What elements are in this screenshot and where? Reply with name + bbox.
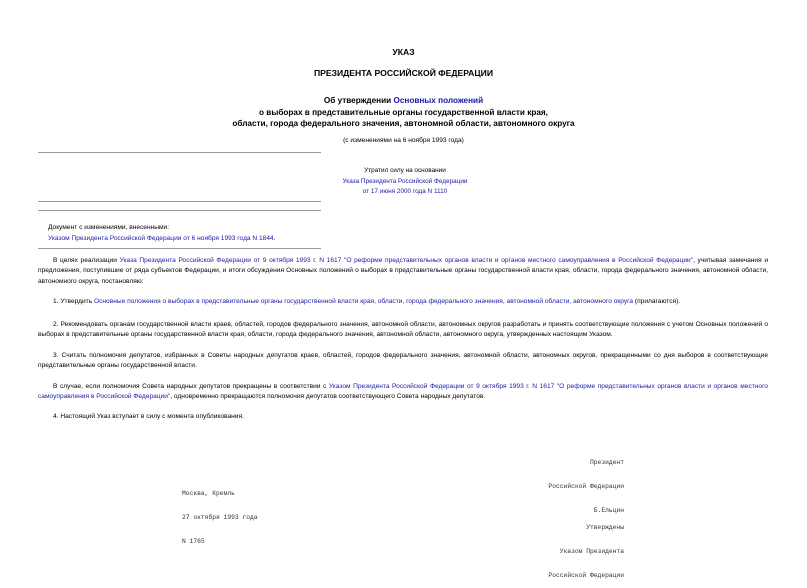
- divider-line: [38, 152, 321, 153]
- paragraph-preamble: [38, 256, 768, 287]
- item-3-text: 3. Считать полномочия депутатов, избранных в Советы народных депутатов краев, областей, городов федерального значения, автономной области, автономных округов, прекращенными со дня выборов в соответствующие представительные органы государственной власти.: [38, 352, 768, 370]
- signature-line-3: Б.Ельцин: [593, 507, 624, 514]
- signature-line-2: Российской Федерации: [548, 483, 624, 490]
- note-link-decree-1617[interactable]: Указом Президента Российской Федерации от 9 октября 1993 г. N 1617 "О реформе представительных органов власти и органов местного самоуправления в Российской Федерации": [38, 383, 768, 401]
- divider-line: [38, 201, 321, 202]
- date-line: 27 октября 1993 года: [182, 514, 258, 521]
- item-1-post: (прилагаются).: [633, 298, 681, 305]
- changes-line-2: [48, 233, 448, 244]
- approved-block: [548, 508, 624, 588]
- item-1-pre: 1. Утвердить: [53, 298, 94, 305]
- number-line: N 1765: [182, 538, 205, 545]
- heading-prefix: Об утверждении: [323, 96, 394, 105]
- place-line: Москва, Кремль: [182, 490, 235, 497]
- preamble-post: , учитывая замечания и предложения, поступившие от ряда субъектов Федерации, и итоги обсуждения Основных положений о выборах в представительные органы государственной власти края, области, города федерального значения, автономной области, автономного округа, постановляю:: [38, 257, 769, 285]
- paragraph-item-4: [38, 412, 768, 422]
- place-date-block: [182, 474, 258, 554]
- approved-line-1: Утверждены: [586, 524, 624, 531]
- preamble-pre: В целях реализации: [53, 257, 120, 264]
- divider-line: [38, 248, 321, 249]
- document-subtitle: ПРЕЗИДЕНТА РОССИЙСКОЙ ФЕДЕРАЦИИ: [313, 68, 494, 78]
- changes-suffix: .: [273, 235, 276, 242]
- note-post: , одновременно прекращаются полномочия депутатов соответствующего Совета народных депутатов.: [170, 393, 486, 401]
- status-line-1: Утратил силу на основании: [364, 167, 446, 174]
- signature-line-1: Президент: [589, 459, 624, 466]
- amendments-note: (с изменениями на 6 ноября 1993 года): [343, 137, 464, 144]
- paragraph-item-2: [38, 320, 768, 341]
- heading-line-2: о выборах в представительные органы государственной власти края,: [259, 107, 548, 117]
- status-link-decree[interactable]: Указа Президента Российской Федерации: [342, 177, 468, 185]
- paragraph-item-3: [38, 351, 768, 372]
- item-2-text: 2. Рекомендовать органам государственной власти краев, областей, городов федерального значения, автономной области, автономных округов разработать и принять соответствующие положения с учетом Основных положений о выборах в представительные органы государственной власти края, области, города федерального значения, автономной области, автономного округа, утвержденных настоящим Указом.: [38, 321, 768, 339]
- changes-block: [48, 222, 448, 244]
- status-link-date[interactable]: от 17 июня 2000 года N 1110: [362, 188, 448, 195]
- heading-link-basic-provisions[interactable]: Основных положений: [393, 96, 484, 105]
- paragraph-item-3-note: [38, 382, 768, 403]
- item-1-link-provisions[interactable]: Основные положения о выборах в представительные органы государственной власти края, области, города федерального значения, автономной области, автономного округа: [93, 298, 634, 305]
- paragraph-item-1: [38, 297, 768, 307]
- approved-line-3: Российской Федерации: [548, 572, 624, 579]
- heading-line-1: [0, 95, 807, 107]
- status-block: [300, 166, 510, 198]
- preamble-link-decree-1617[interactable]: Указа Президента Российской Федерации от 9 октября 1993 г. N 1617 "О реформе представительных органов власти и органов местного самоуправления в Российской Федерации": [119, 257, 694, 264]
- approved-line-2: Указом Президента: [559, 548, 624, 555]
- document-title: УКАЗ: [392, 47, 415, 57]
- document-heading: [0, 95, 807, 130]
- changes-link[interactable]: Указом Президента Российской Федерации от 6 ноября 1993 года N 1844: [48, 235, 274, 242]
- item-4-text: 4. Настоящий Указ вступает в силу с момента опубликования.: [53, 413, 244, 420]
- note-pre: В случае, если полномочия Совета народных депутатов прекращены в соответствии с: [53, 383, 329, 390]
- divider-line: [38, 210, 321, 211]
- changes-line-1: Документ с изменениями, внесенными:: [48, 224, 170, 231]
- heading-line-3: области, города федерального значения, автономной области, автономного округа: [232, 119, 575, 128]
